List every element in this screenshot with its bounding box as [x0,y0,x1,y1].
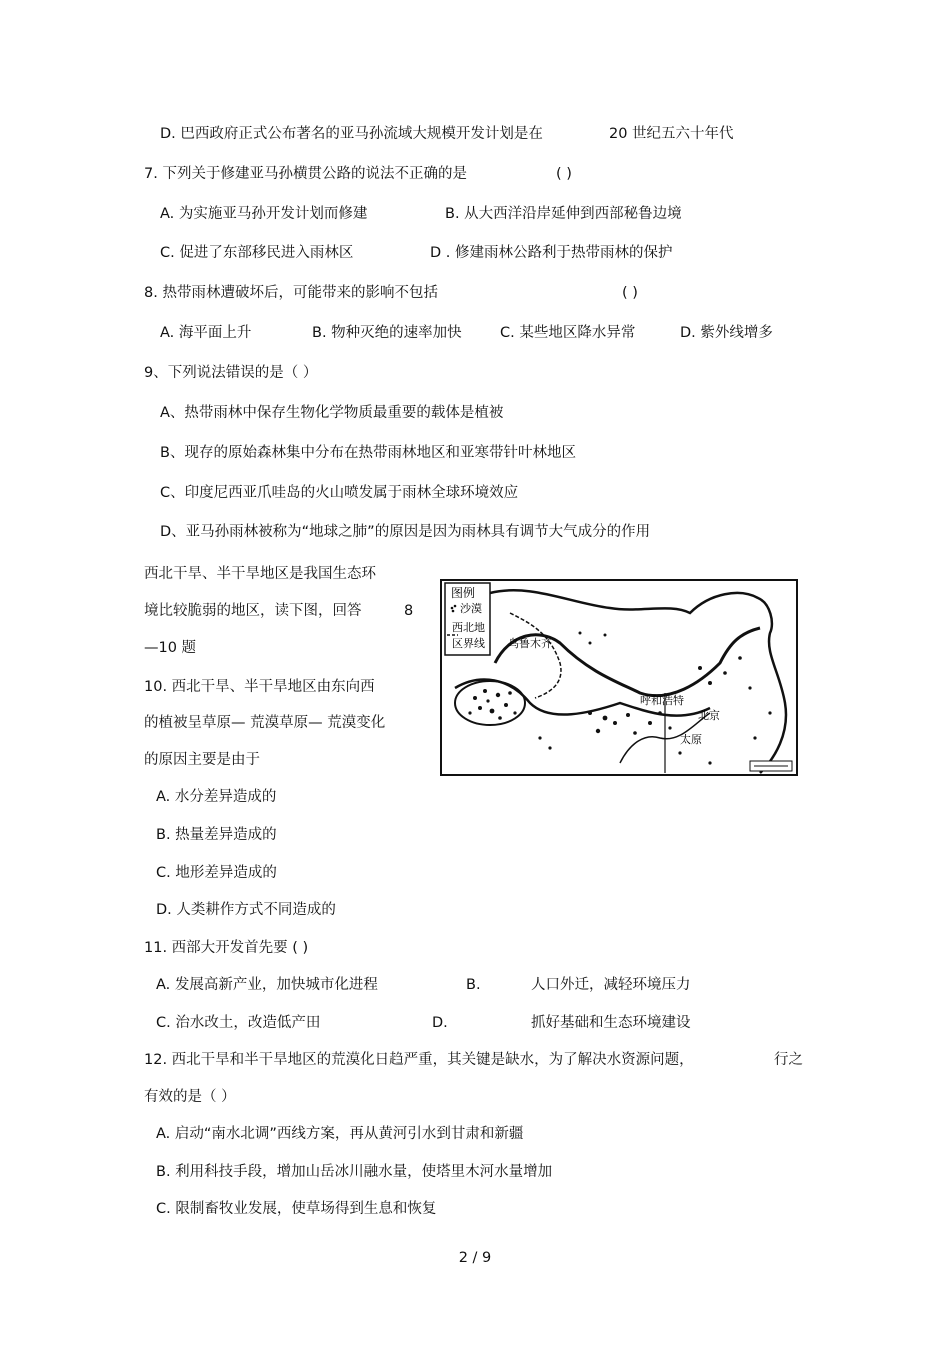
q10-stem-line2: 的植被呈草原— 荒漠草原— 荒漠变化 [144,715,386,731]
q12-option-c: C. 限制畜牧业发展，使草场得到生息和恢复 [156,1201,437,1217]
legend-boundary-line2: 区界线 [452,637,485,650]
q10-stem-line3: 的原因主要是由于 [144,752,260,768]
q9-option-b: B、现存的原始森林集中分布在热带雨林地区和亚寒带针叶林地区 [160,445,576,461]
q10-stem-line1: 10. 西北干旱、半干旱地区由东向西 [144,679,375,695]
q12-stem-line2: 有效的是（ ） [144,1089,236,1105]
q11-stem: 11. 西部大开发首先要 ( ) [144,940,309,956]
passage-intro-line2: 境比较脆弱的地区，读下图，回答 [144,603,362,619]
q11-option-a: A. 发展高新产业，加快城市化进程 [156,977,378,993]
q11-option-c: C. 治水改土，改造低产田 [156,1015,321,1031]
northwest-china-map [440,573,798,777]
q11-option-d-label: D. [432,1015,448,1031]
q6-option-d: D. 巴西政府正式公布著名的亚马孙流域大规模开发计划是在 [160,126,543,142]
city-hohhot: 呼和浩特 [640,694,684,707]
q7-option-a: A. 为实施亚马孙开发计划而修建 [160,206,368,222]
q10-option-b: B. 热量差异造成的 [156,827,277,843]
q10-option-d: D. 人类耕作方式不同造成的 [156,902,336,918]
q12-option-a: A. 启动“南水北调”西线方案，再从黄河引水到甘肃和新疆 [156,1126,524,1142]
q12-stem-line1-end: 行之 [774,1052,803,1068]
city-beijing: 北京 [698,709,720,722]
q8-option-c: C. 某些地区降水异常 [500,325,636,341]
q9-option-c: C、印度尼西亚爪哇岛的火山喷发属于雨林全球环境效应 [160,485,519,501]
q7-option-b: B. 从大西洋沿岸延伸到西部秘鲁边境 [445,206,682,222]
q10-option-c: C. 地形差异造成的 [156,865,277,881]
q12-stem-line1: 12. 西北干旱和半干旱地区的荒漠化日趋严重，其关键是缺水，为了解决水资源问题， [144,1052,694,1068]
q7-stem: 7. 下列关于修建亚马孙横贯公路的说法不正确的是 [144,166,467,182]
q10-option-a: A. 水分差异造成的 [156,789,277,805]
q8-option-d: D. 紫外线增多 [680,325,773,341]
q9-option-a: A、热带雨林中保存生物化学物质最重要的载体是植被 [160,405,504,421]
q9-stem: 9、下列说法错误的是（ ） [144,365,318,381]
city-taiyuan: 太原 [680,733,702,746]
q11-option-b-label: B. [466,977,481,993]
legend-boundary-line1: 西北地 [452,621,485,634]
q7-option-d: D . 修建雨林公路利于热带雨林的保护 [430,245,673,261]
q8-option-b: B. 物种灭绝的速率加快 [312,325,462,341]
q12-option-b: B. 利用科技手段，增加山岳冰川融水量，使塔里木河水量增加 [156,1164,553,1180]
legend-title: 图例 [451,586,476,600]
q8-stem: 8. 热带雨林遭破坏后，可能带来的影响不包括 [144,285,438,301]
city-urumqi: 乌鲁木齐 [508,637,552,650]
q11-option-b: 人口外迁，减轻环境压力 [531,977,691,993]
q11-option-d: 抓好基础和生态环境建设 [531,1015,691,1031]
q8-option-a: A. 海平面上升 [160,325,252,341]
passage-intro-number: 8 [404,603,414,619]
legend-sand: 沙漠 [460,602,482,615]
page-number: 2 / 9 [458,1250,492,1266]
q7-answer-paren: ( ) [556,166,572,182]
q6-option-d-answer: 20 世纪五六十年代 [609,126,734,142]
passage-intro-line1: 西北干旱、半干旱地区是我国生态环 [144,566,376,582]
q9-option-d: D、亚马孙雨林被称为“地球之肺”的原因是因为雨林具有调节大气成分的作用 [160,524,651,540]
q7-option-c: C. 促进了东部移民进入雨林区 [160,245,354,261]
q8-answer-paren: ( ) [622,285,638,301]
passage-intro-line3: —10 题 [144,640,197,656]
